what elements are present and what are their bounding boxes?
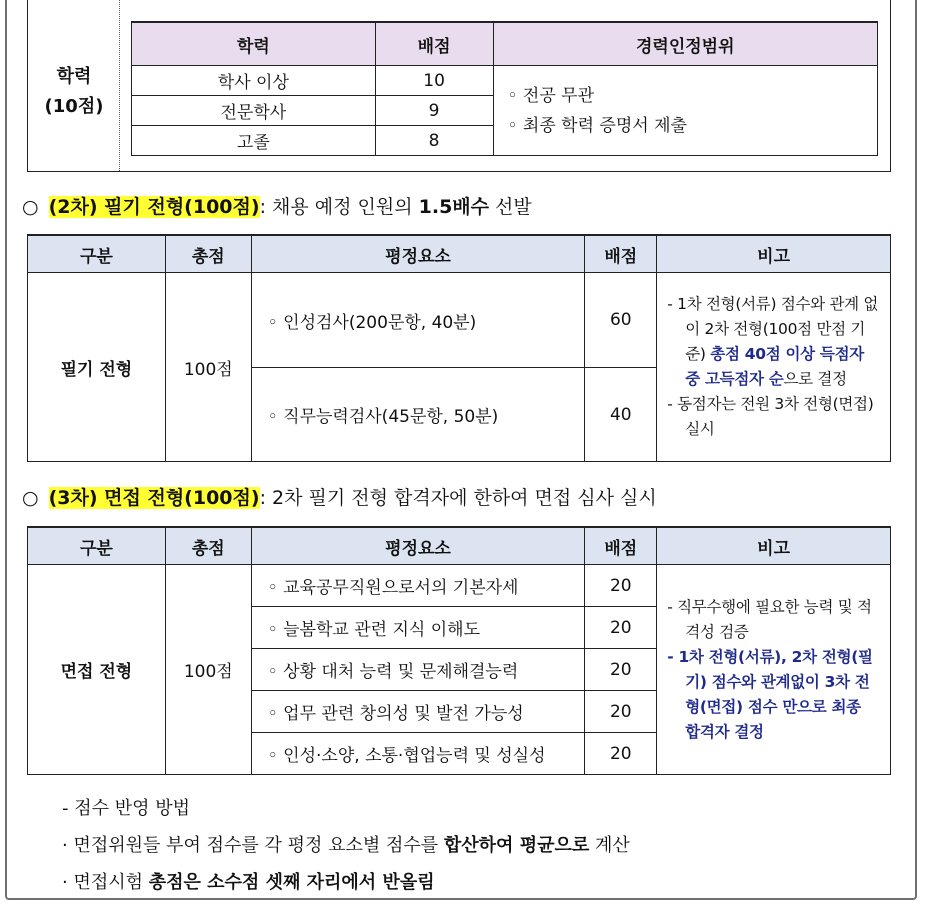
education-label-title: 학력 xyxy=(56,66,92,87)
range-line: ◦ 최종 학력 증명서 제출 xyxy=(507,115,687,136)
education-level: 전문학사 xyxy=(132,96,376,126)
header-total: 총점 xyxy=(165,235,251,273)
interview-table xyxy=(27,526,891,775)
header-score: 배점 xyxy=(375,22,493,66)
score-cell: 20 xyxy=(585,565,657,607)
score-method-line: · 면접시험 총점은 소수점 셋째 자리에서 반올림 xyxy=(62,872,435,893)
header-remarks: 비고 xyxy=(657,527,891,565)
header-total: 총점 xyxy=(165,527,251,565)
score-method-line: · 면접위원들 부여 점수를 각 평정 요소별 점수를 합산하여 평균으로 계산 xyxy=(62,835,630,856)
element-cell: ◦ 상황 대처 능력 및 문제해결능력 xyxy=(251,649,585,691)
score-cell: 20 xyxy=(585,733,657,775)
education-label xyxy=(28,62,120,122)
heading-desc: 선발 xyxy=(489,196,532,218)
header-education: 학력 xyxy=(132,22,376,66)
table-row xyxy=(28,273,891,368)
score-cell: 60 xyxy=(585,273,657,368)
education-level: 고졸 xyxy=(132,126,376,156)
written-exam-heading xyxy=(22,192,532,219)
category-cell: 면접 전형 xyxy=(28,565,166,775)
header-career-range: 경력인정범위 xyxy=(493,22,878,66)
score-cell: 20 xyxy=(585,649,657,691)
total-cell: 100점 xyxy=(165,273,251,462)
header-score: 배점 xyxy=(585,235,657,273)
education-score: 9 xyxy=(375,96,493,126)
heading-desc: 채용 예정 인원의 xyxy=(265,196,419,218)
total-cell: 100점 xyxy=(165,565,251,775)
element-cell: ◦ 직무능력검사(45문항, 50분) xyxy=(251,368,585,462)
education-score: 10 xyxy=(375,66,493,96)
header-elements: 평정요소 xyxy=(251,235,585,273)
remarks-cell xyxy=(657,565,891,775)
education-score: 8 xyxy=(375,126,493,156)
element-cell: ◦ 늘봄학교 관련 지식 이해도 xyxy=(251,607,585,649)
remarks-cell xyxy=(657,273,891,462)
interview-title: (3차) 면접 전형(100점) xyxy=(48,487,260,509)
score-cell: 20 xyxy=(585,607,657,649)
table-row xyxy=(28,565,891,607)
range-line: ◦ 전공 무관 xyxy=(507,85,595,106)
heading-colon: : xyxy=(259,487,266,509)
heading-colon: : xyxy=(259,196,266,218)
score-method-heading: - 점수 반영 방법 xyxy=(62,798,190,819)
remark-line: - 동점자는 전원 3차 전형(면접) 실시 xyxy=(667,395,874,438)
remark-line: - 1차 전형(서류) 점수와 관계 없이 2차 전형(100점 만점 기준) 총점 40점 이상 득점자 중 고득점자 순으로 결정 xyxy=(667,295,879,388)
remark-line: - 직무수행에 필요한 능력 및 적격성 검증 xyxy=(667,597,872,641)
element-cell: ◦ 업무 관련 창의성 및 발전 가능성 xyxy=(251,691,585,733)
header-category: 구분 xyxy=(28,527,166,565)
element-cell: ◦ 인성검사(200문항, 40분) xyxy=(251,273,585,368)
circle-bullet-icon: ○ xyxy=(22,196,39,218)
header-category: 구분 xyxy=(28,235,166,273)
career-range-cell xyxy=(493,66,878,156)
remark-line-bold: - 1차 전형(서류), 2차 전형(필기) 점수와 관계없이 3차 전형(면접) 점수 만으로 최종 합격자 결정 xyxy=(667,647,873,741)
heading-desc-bold: 1.5배수 xyxy=(418,196,489,218)
header-score: 배점 xyxy=(585,527,657,565)
written-exam-title: (2차) 필기 전형(100점) xyxy=(48,196,260,218)
header-remarks: 비고 xyxy=(657,235,891,273)
education-section xyxy=(27,0,891,172)
education-label-points: (10점) xyxy=(44,96,104,117)
category-cell: 필기 전형 xyxy=(28,273,166,462)
education-level: 학사 이상 xyxy=(132,66,376,96)
education-table xyxy=(131,21,878,156)
education-label-cell xyxy=(28,0,120,171)
score-cell: 20 xyxy=(585,691,657,733)
table-row xyxy=(132,66,878,96)
written-exam-table xyxy=(27,234,891,462)
element-cell: ◦ 인성·소양, 소통·협업능력 및 성실성 xyxy=(251,733,585,775)
interview-heading xyxy=(22,483,657,510)
element-cell: ◦ 교육공무직원으로서의 기본자세 xyxy=(251,565,585,607)
header-elements: 평정요소 xyxy=(251,527,585,565)
circle-bullet-icon: ○ xyxy=(22,487,39,509)
heading-desc: 2차 필기 전형 합격자에 한하여 면접 심사 실시 xyxy=(265,487,657,509)
score-cell: 40 xyxy=(585,368,657,462)
